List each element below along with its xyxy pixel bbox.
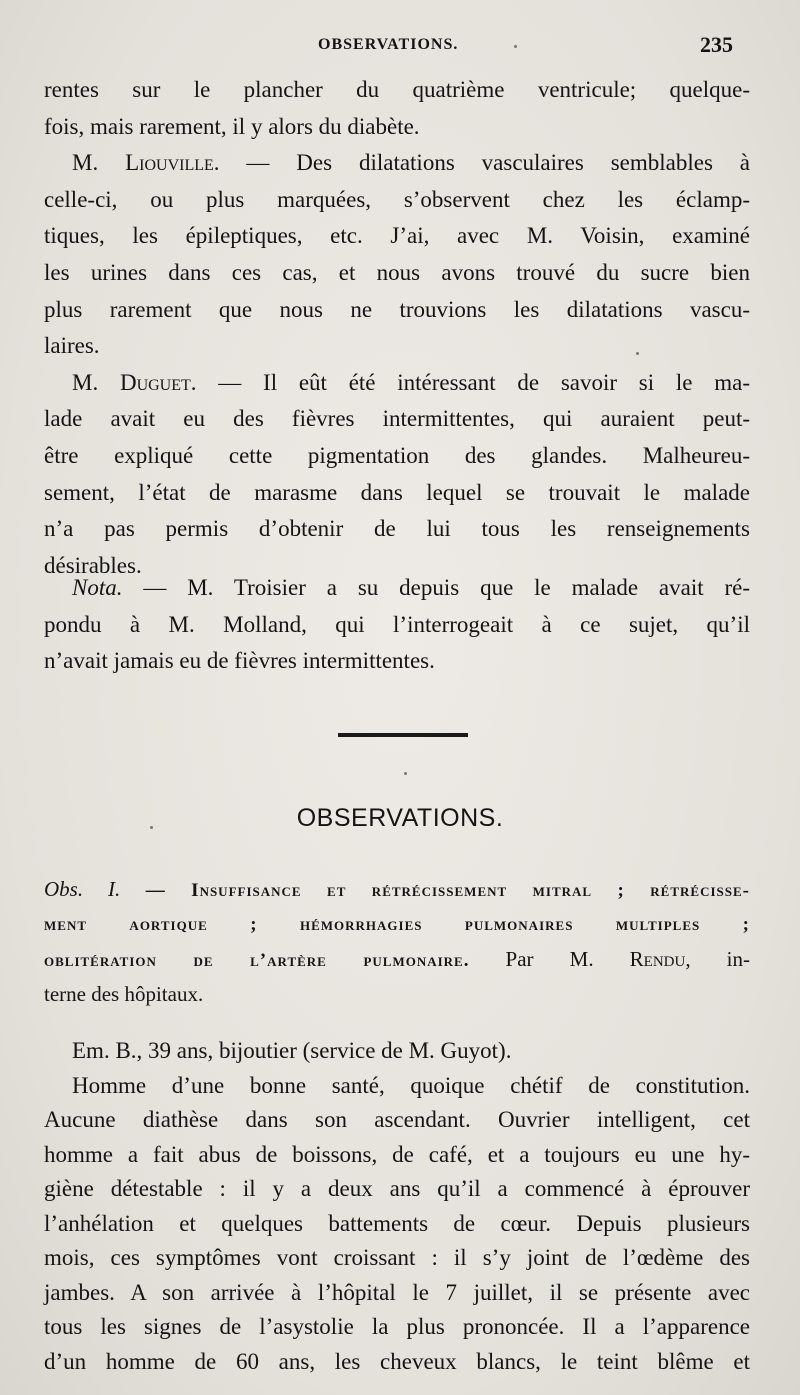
text-line: les urines dans ces cas, et nous avons trouvé du sucre bien <box>44 259 750 285</box>
paper-speck <box>514 45 517 48</box>
author-name: Rendu <box>629 947 686 971</box>
running-head-title: OBSERVATIONS. <box>318 36 459 53</box>
page-number: 235 <box>700 32 733 57</box>
author-suffix: , in- <box>685 947 750 971</box>
text-line: celle-ci, ou plus marquées, s’observent chez les éclamp- <box>44 186 750 212</box>
text-fragment: — Des dilatations vasculaires semblables à <box>219 150 751 176</box>
text-line: giène détestable : il y a deux ans qu’il a commencé à éprouver <box>44 1176 750 1201</box>
nota-paragraph <box>44 570 750 680</box>
running-head <box>0 32 800 60</box>
paper-speck <box>636 352 639 355</box>
duguet-paragraph-first-line <box>44 365 750 402</box>
section-divider <box>338 733 468 737</box>
text-fragment: — M. Troisier a su depuis que le malade avait ré- <box>122 575 750 600</box>
nota-label: Nota. <box>72 575 123 600</box>
observation-title-line: terne des hôpitaux. <box>44 982 204 1006</box>
text-line: sement, l’état de marasme dans lequel se trouvait le malade <box>44 479 750 505</box>
text-line: désirables. <box>44 552 142 578</box>
text-line: l’anhélation et quelques battements de cœur. Depuis plusieurs <box>44 1210 750 1236</box>
text-line: rentes sur le plancher du quatrième ventricule; quelque- <box>44 77 750 102</box>
speaker-duguet: M. Duguet. <box>72 369 197 395</box>
text-line: n’avait jamais eu de fièvres intermittentes. <box>44 648 435 674</box>
text-line: pondu à M. Molland, qui l’interrogeait à ce sujet, qu’il <box>44 611 750 637</box>
paper-speck <box>404 772 407 775</box>
text-line: jambes. A son arrivée à l’hôpital le 7 juillet, il se présente avec <box>44 1279 750 1305</box>
text-line: tous les signes de l’asystolie la plus prononcée. Il a l’apparence <box>44 1314 750 1339</box>
observation-title-fragment: — Insuffisance et rétrécissement mitral ; rétrécisse- <box>120 880 750 901</box>
discussion-text <box>44 72 750 584</box>
text-line: homme a fait abus de boissons, de café, et a toujours eu une hy- <box>44 1141 750 1167</box>
speaker-liouville: M. Liouville. <box>72 150 220 176</box>
text-line: plus rarement que nous ne trouvions les dilatations vascu- <box>44 296 750 322</box>
text-line: tiques, les épileptiques, etc. J’ai, avec M. Voisin, examiné <box>44 223 750 249</box>
text-line: fois, mais rarement, il y alors du diabète. <box>44 113 420 139</box>
text-line: mois, ces symptômes vont croissant : il s’y joint de l’œdème des <box>44 1245 750 1270</box>
case-report <box>44 1034 750 1379</box>
observation-title-line <box>44 872 750 907</box>
observation-title-line: ment aortique ; hémorrhagies pulmonaires multiples ; <box>44 914 750 935</box>
text-fragment: — Il eût été intéressant de savoir si le ma- <box>196 369 750 395</box>
text-line: être expliqué cette pigmentation des glandes. Malheureu- <box>44 442 750 468</box>
text-line: Homme d’une bonne santé, quoique chétif de constitution. <box>72 1072 750 1098</box>
nota-first-line <box>44 570 750 607</box>
case-intro: Em. B., 39 ans, bijoutier (service de M. Guyot). <box>72 1038 512 1063</box>
paper-speck <box>150 826 153 829</box>
text-line: d’un homme de 60 ans, les cheveux blancs, le teint blême et <box>44 1348 750 1374</box>
author-prefix: Par M. <box>469 947 630 971</box>
text-line: laires. <box>44 333 100 359</box>
liouville-paragraph-first-line <box>44 145 750 182</box>
observation-label: Obs. I. <box>44 877 121 901</box>
section-title: OBSERVATIONS. <box>296 804 504 832</box>
text-line: Aucune diathèse dans son ascendant. Ouvrier intelligent, cet <box>44 1107 750 1132</box>
observation-title-fragment: oblitération de l’artère pulmonaire. <box>44 950 470 971</box>
observation-title-line <box>44 942 750 977</box>
text-line: lade avait eu des fièvres intermittentes, qui auraient peut- <box>44 406 750 432</box>
observation-heading <box>44 872 750 1012</box>
text-line: n’a pas permis d’obtenir de lui tous les renseignements <box>44 516 750 542</box>
